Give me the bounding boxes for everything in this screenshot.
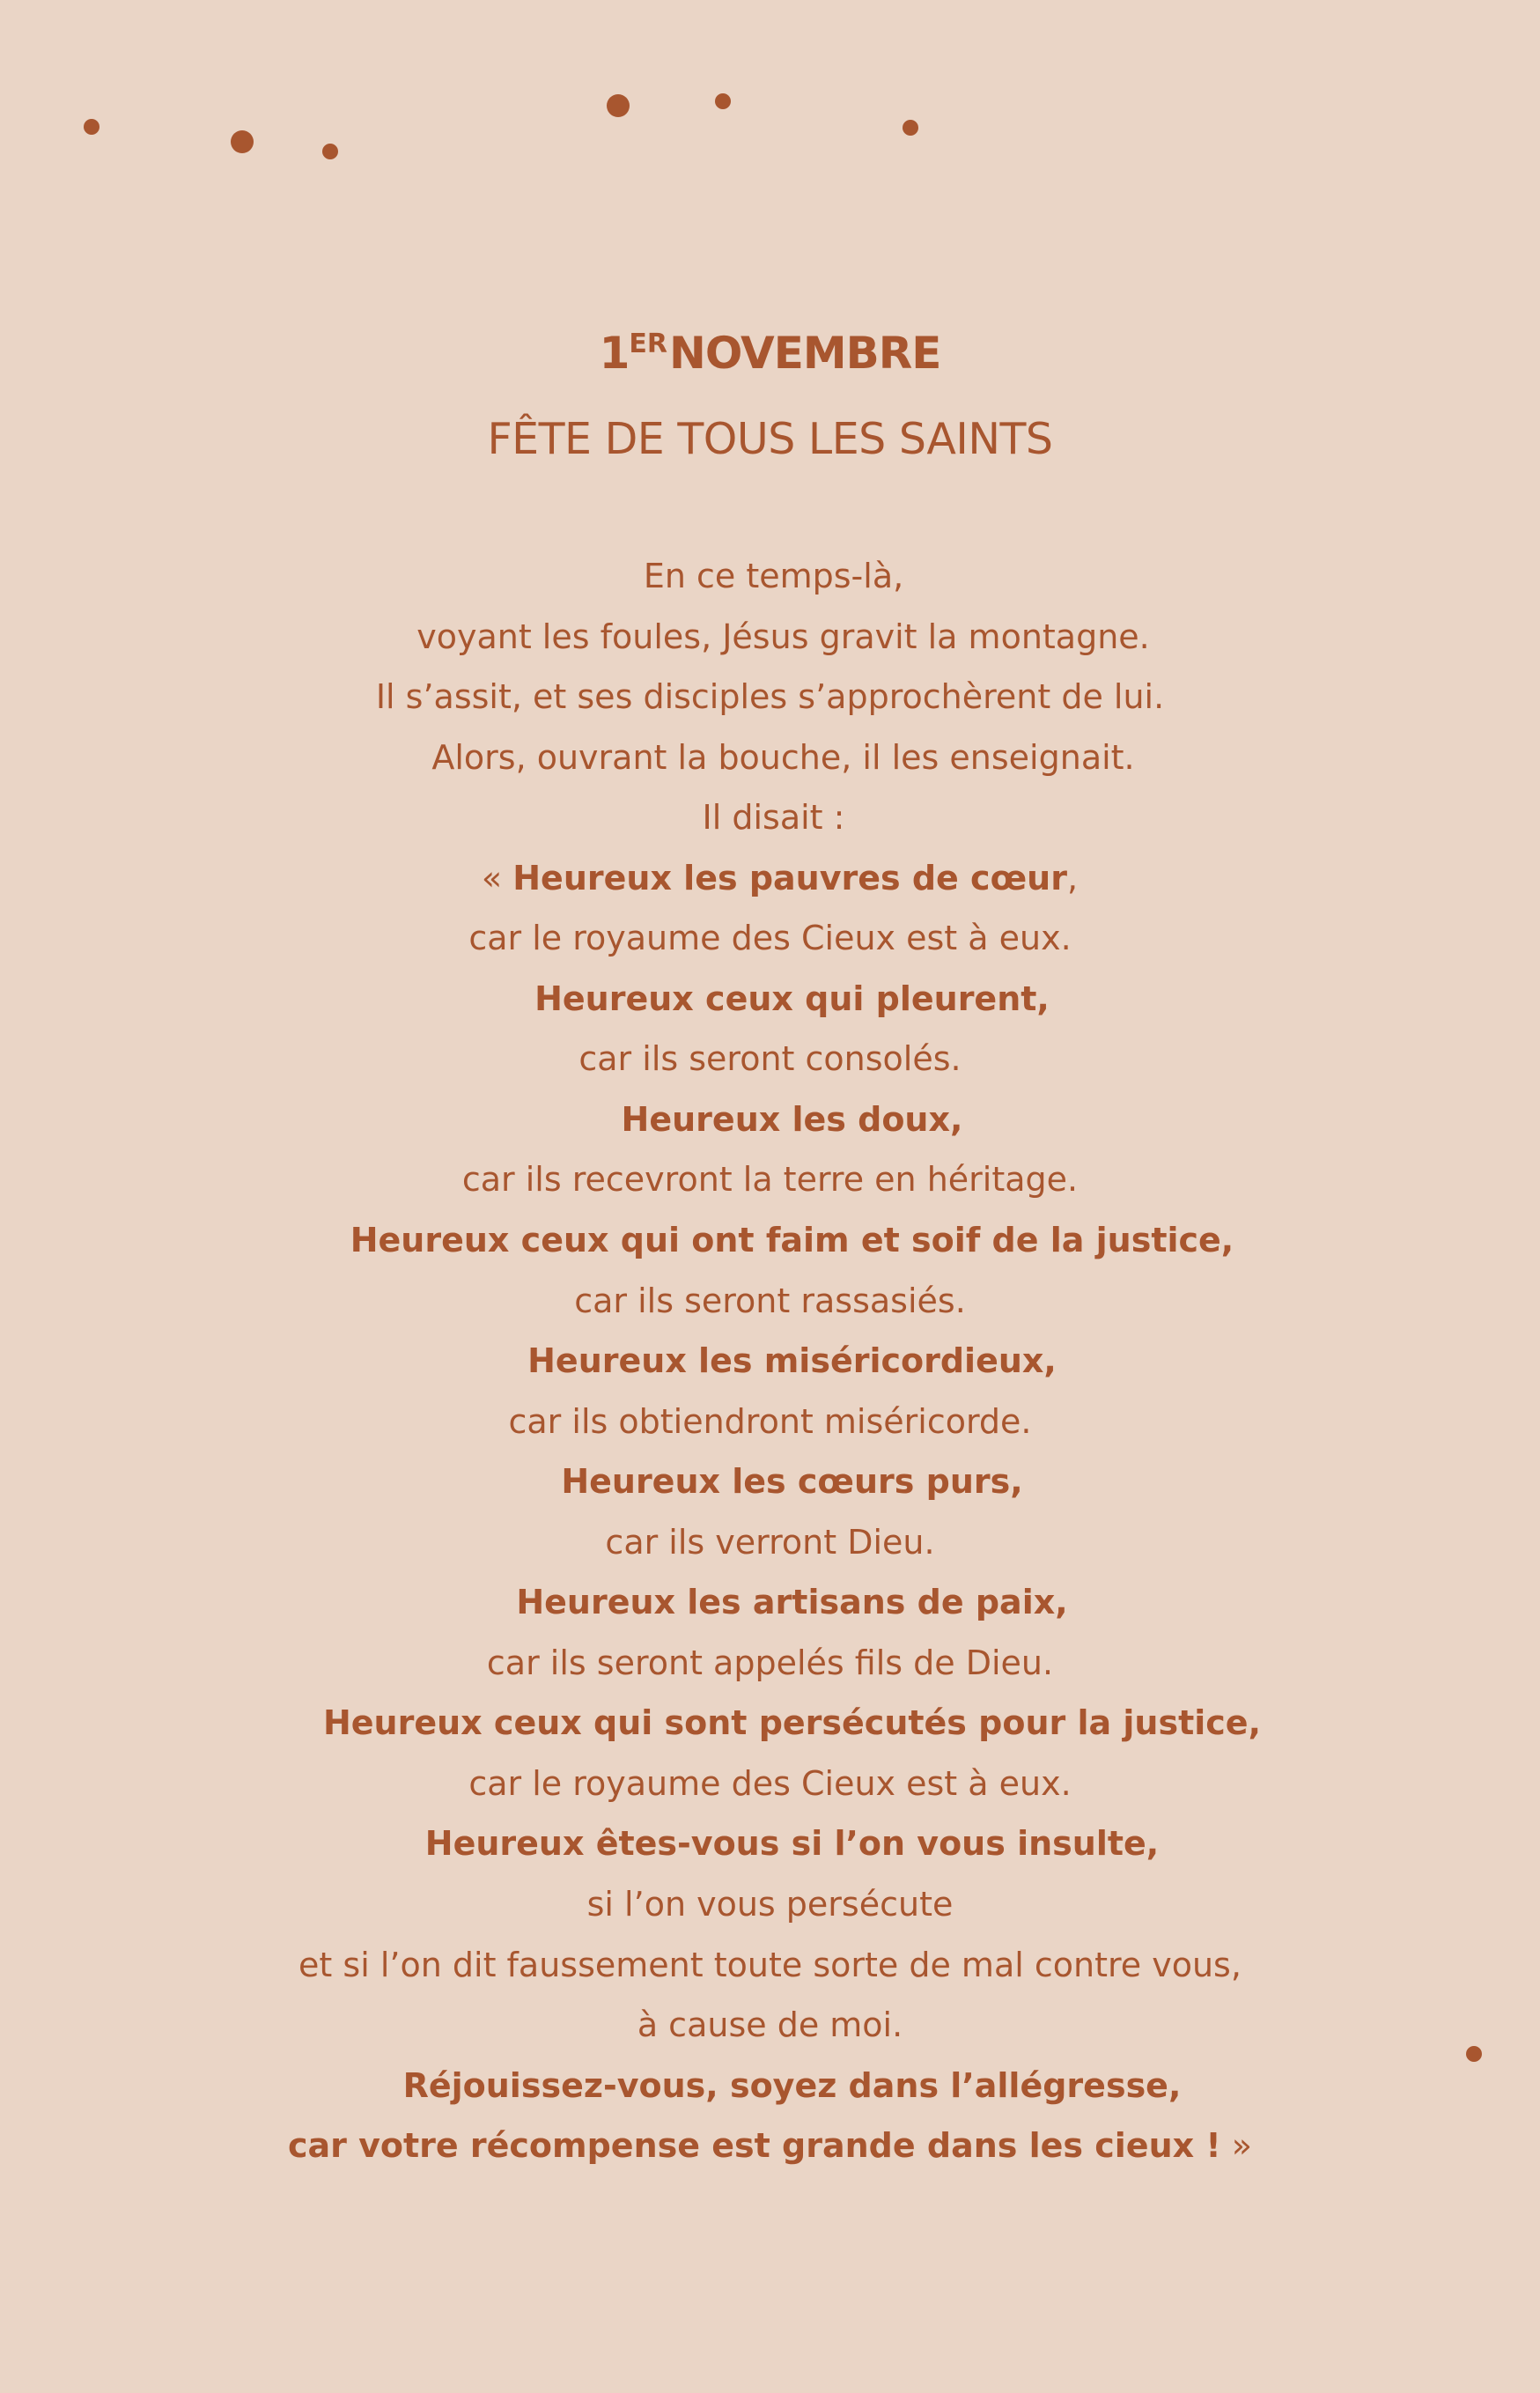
exhortation: car votre récompense est grande dans les cieux ! bbox=[287, 2126, 1221, 2166]
text-line: car le royaume des Cieux est à eux. bbox=[468, 1763, 1072, 1803]
text-line: si l’on vous persécute bbox=[586, 1885, 954, 1924]
beatitude: Heureux les artisans de paix, bbox=[516, 1583, 1068, 1622]
text-line: et si l’on dit faussement toute sorte de mal contre vous, bbox=[298, 1945, 1242, 1984]
beatitude: Heureux ceux qui sont persécutés pour la justice, bbox=[322, 1703, 1262, 1743]
exhortation: Réjouissez-vous, soyez dans l’allégresse, bbox=[402, 2065, 1182, 2105]
decorative-dot bbox=[715, 93, 731, 109]
decorative-dot bbox=[84, 119, 99, 135]
text-line: car le royaume des Cieux est à eux. bbox=[468, 919, 1072, 958]
text-line: car ils verront Dieu. bbox=[605, 1522, 935, 1562]
date-day: 1 bbox=[599, 328, 630, 379]
text-line: En ce temps-là, bbox=[643, 557, 904, 595]
decorative-dot bbox=[903, 120, 918, 136]
text-line bbox=[0, 848, 1540, 909]
beatitude: Heureux les doux, bbox=[621, 1099, 963, 1139]
decorative-dot bbox=[607, 94, 630, 117]
decorative-dot bbox=[322, 144, 338, 159]
quote-close: » bbox=[1220, 2126, 1253, 2166]
quote-open: « bbox=[481, 858, 513, 897]
text-line: car ils seront rassasiés. bbox=[574, 1281, 966, 1320]
text-line: Il disait : bbox=[702, 798, 845, 838]
text-line: Il s’assit, et ses disciples s’approchèrent de lui. bbox=[375, 677, 1165, 717]
date-month: NOVEMBRE bbox=[669, 328, 941, 379]
text-line: car ils seront appelés fils de Dieu. bbox=[486, 1643, 1054, 1682]
beatitude: Heureux ceux qui ont faim et soif de la justice, bbox=[350, 1221, 1234, 1260]
text-line: à cause de moi. bbox=[637, 2005, 903, 2045]
beatitude: Heureux les cœurs purs, bbox=[561, 1462, 1023, 1502]
beatitude: Heureux ceux qui pleurent, bbox=[534, 979, 1050, 1018]
text-line: car ils obtiendront miséricorde. bbox=[508, 1401, 1032, 1441]
text-line: car ils seront consolés. bbox=[578, 1039, 962, 1079]
feast-title: FÊTE DE TOUS LES SAINTS bbox=[487, 414, 1053, 464]
beatitude: Heureux les pauvres de cœur bbox=[512, 858, 1067, 897]
beatitude: Heureux les miséricordieux, bbox=[527, 1341, 1057, 1381]
text-line bbox=[0, 2116, 1540, 2176]
beatitude: Heureux êtes-vous si l’on vous insulte, bbox=[424, 1824, 1160, 1864]
decorative-dot bbox=[231, 130, 254, 153]
gospel-text bbox=[0, 546, 1540, 2176]
date-heading bbox=[0, 328, 1540, 379]
date-day-suffix: ER bbox=[629, 329, 667, 359]
text-line: voyant les foules, Jésus gravit la montagne. bbox=[416, 617, 1150, 656]
text-line: car ils recevront la terre en héritage. bbox=[461, 1160, 1079, 1200]
text-punctuation: , bbox=[1066, 858, 1079, 897]
text-line: Alors, ouvrant la bouche, il les enseignait. bbox=[431, 737, 1135, 777]
